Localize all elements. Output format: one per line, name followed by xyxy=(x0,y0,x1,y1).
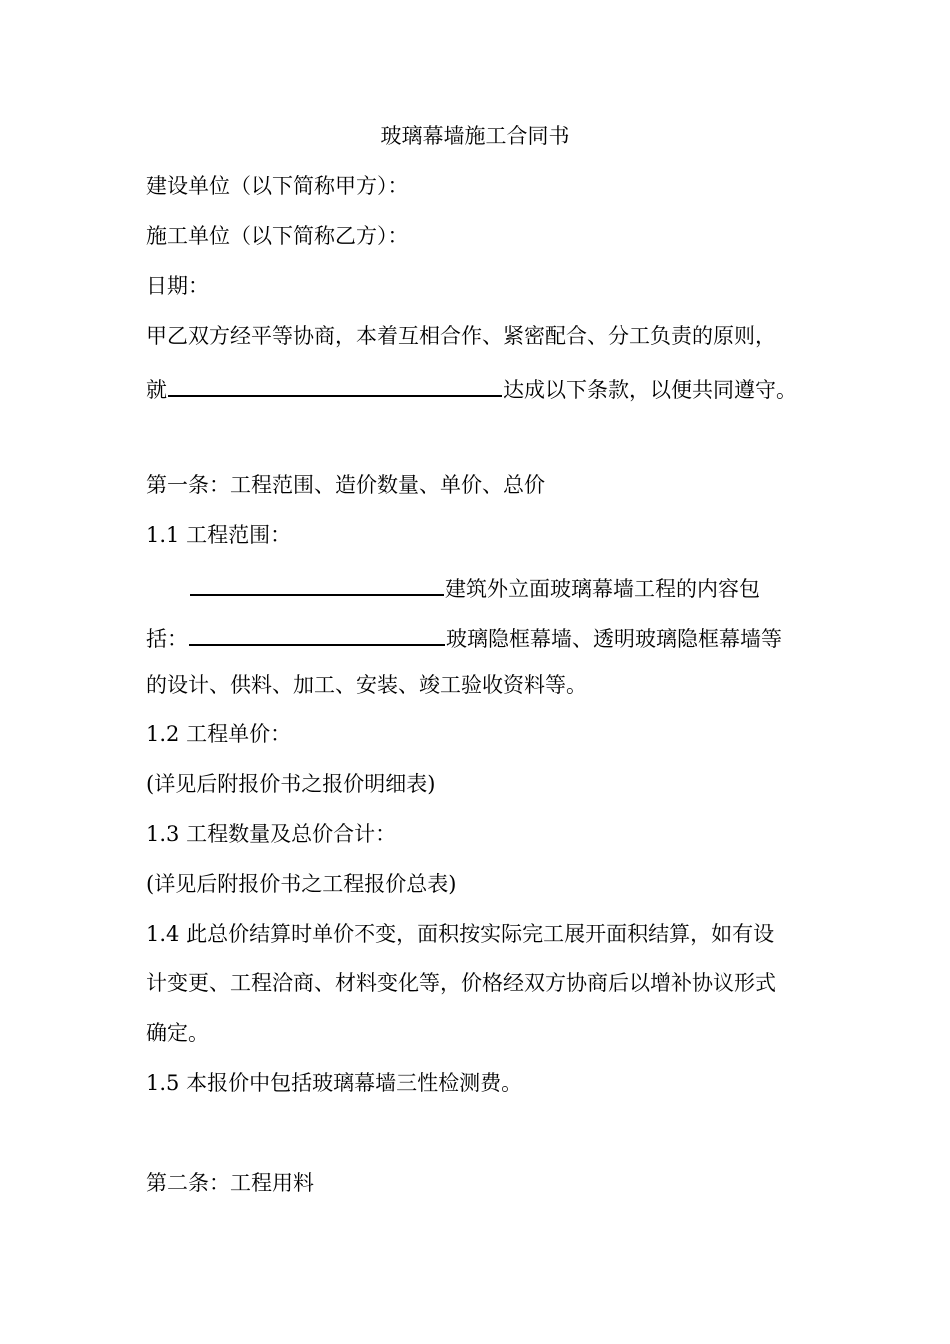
preamble-line-2 xyxy=(146,373,797,403)
party-a-label: 建设单位（以下简称甲方）： xyxy=(146,174,409,198)
project-name-blank xyxy=(168,373,502,397)
section-1-4-line-1: 1.4 此总价结算时单价不变，面积按实际完工展开面积结算，如有设 xyxy=(146,922,775,946)
scope-text-1: 建筑外立面玻璃幕墙工程的内容包 xyxy=(445,577,760,601)
scope-text-2: 玻璃隐框幕墙、透明玻璃隐框幕墙等 xyxy=(446,627,782,651)
section-1-1-label: 1.1 工程范围： xyxy=(146,523,292,547)
section-1-4-line-2: 计变更、工程洽商、材料变化等，价格经双方协商后以增补协议形式 xyxy=(146,971,776,995)
section-1-1-line-1 xyxy=(189,572,760,602)
section-1-1-line-3: 的设计、供料、加工、安装、竣工验收资料等。 xyxy=(146,673,587,697)
section-1-2-label: 1.2 工程单价： xyxy=(146,722,292,746)
scope-prefix: 括： xyxy=(146,627,188,651)
scope-blank xyxy=(189,622,445,646)
preamble-prefix: 就 xyxy=(146,378,167,402)
article-1-heading: 第一条：工程范围、造价数量、单价、总价 xyxy=(146,473,545,497)
section-1-3-label: 1.3 工程数量及总价合计： xyxy=(146,822,397,846)
section-1-4-line-3: 确定。 xyxy=(146,1021,209,1045)
section-1-3-note: (详见后附报价书之工程报价总表) xyxy=(146,872,457,896)
document-title: 玻璃幕墙施工合同书 xyxy=(380,124,570,148)
preamble-suffix: 达成以下条款，以便共同遵守。 xyxy=(503,378,797,402)
article-2-heading: 第二条：工程用料 xyxy=(146,1171,314,1195)
preamble-line-1: 甲乙双方经平等协商，本着互相合作、紧密配合、分工负责的原则， xyxy=(146,324,776,348)
date-label: 日期： xyxy=(146,274,209,298)
section-1-1-line-2 xyxy=(146,622,782,652)
section-1-2-note: (详见后附报价书之报价明细表) xyxy=(146,772,436,796)
building-name-blank xyxy=(190,572,444,596)
party-b-label: 施工单位（以下简称乙方）： xyxy=(146,224,409,248)
section-1-5-text: 1.5 本报价中包括玻璃幕墙三性检测费。 xyxy=(146,1071,523,1095)
